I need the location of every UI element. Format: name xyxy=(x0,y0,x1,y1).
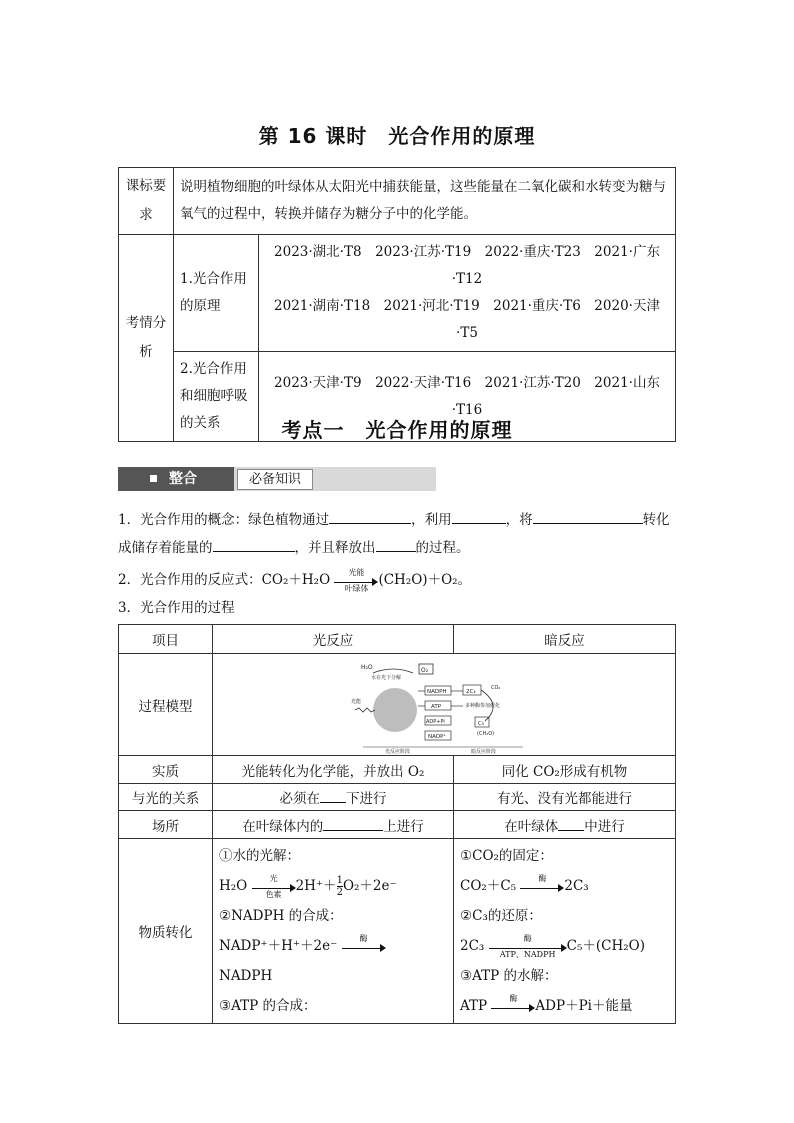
diagram-nadp: NADP⁺ xyxy=(428,733,447,740)
diagram-c3: 2C₃ xyxy=(466,688,476,695)
reaction-arrow: 酶 xyxy=(342,940,386,954)
diagram-dark-stage: 暗反应阶段 xyxy=(471,748,497,755)
fill-blank[interactable] xyxy=(533,509,643,524)
light-cell: 必须在 下进行 xyxy=(213,784,454,811)
diagram-o2: O₂ xyxy=(421,666,429,674)
row-label: 过程模型 xyxy=(119,654,213,756)
diagram-co2: CO₂ xyxy=(491,684,501,691)
dark-cell: 有光、没有光都能进行 xyxy=(454,784,676,811)
band-label-dark: 整合 xyxy=(118,467,234,491)
fill-blank[interactable] xyxy=(558,816,584,831)
fill-blank[interactable] xyxy=(329,509,411,524)
exam-ref-line: 2023·天津·T9 2022·天津·T16 2021·江苏·T20 2021·山东·T16 xyxy=(274,374,660,418)
row-label: 场所 xyxy=(119,811,213,839)
row-label: 与光的关系 xyxy=(119,784,213,811)
light-material: ①水的光解： H₂O 光 色素 2H⁺＋ $\frac{1}{2}$ O₂＋2e⁻ ②NADPH 的合成： NADP⁺＋H⁺＋2e⁻ 酶 NADPH ③ATP 的合成： xyxy=(213,839,454,1024)
diagram-adp: ADP+Pi xyxy=(426,718,445,725)
fill-blank[interactable] xyxy=(452,509,506,524)
reaction-arrow: 酶 ATP、NADPH xyxy=(489,940,567,954)
dark-material: ①CO₂的固定： CO₂＋C₅ 酶 2C₃ ②C₃的还原： 2C₃ 酶 ATP、NADPH C₅＋(CH₂O) ③ATP 的水解： ATP 酶 ADP＋Pi＋能量 xyxy=(454,839,676,1024)
section-title: 考点一 光合作用的原理 xyxy=(281,418,513,442)
row-label: 实质 xyxy=(119,756,213,784)
diagram-split: 水在光下分解 xyxy=(371,674,402,681)
row-label: 物质转化 xyxy=(119,839,213,1024)
diagram-enz: 多种酶参加催化 xyxy=(465,702,501,709)
diagram-light-stage: 光反应阶段 xyxy=(385,748,411,755)
lesson-title: 第 16 课时 光合作用的原理 xyxy=(258,124,536,148)
diagram-atp: ATP xyxy=(431,703,442,710)
col-header: 光反应 xyxy=(213,625,454,654)
dark-cell: 在叶绿体 中进行 xyxy=(454,811,676,839)
fraction: $\frac{1}{2}$ xyxy=(336,875,343,898)
item-2: 2．光合作用的反应式：CO₂＋H₂O 光能 叶绿体 (CH₂O)＋O₂。 xyxy=(118,567,472,593)
exam-topic: 1.光合作用的原理 xyxy=(174,235,259,352)
fill-blank[interactable] xyxy=(376,537,416,552)
curriculum-table xyxy=(118,167,676,442)
requirements-header: 课标要求 xyxy=(119,168,174,235)
exam-ref-line: 2021·湖南·T18 2021·河北·T19 2021·重庆·T6 2020·天津·T5 xyxy=(274,298,660,341)
item-1: 1．光合作用的概念：绿色植物通过 ，利用 ，将 转化 成储存着能量的 ，并且释放出 的过程。 xyxy=(118,506,678,562)
fill-blank[interactable] xyxy=(213,537,295,552)
exam-refs xyxy=(259,235,676,352)
diagram-c5: C₅ xyxy=(478,720,485,727)
process-table xyxy=(118,624,676,1024)
col-header: 暗反应 xyxy=(454,625,676,654)
reaction-arrow: 酶 xyxy=(520,880,564,894)
diagram-h2o: H₂O xyxy=(361,663,373,671)
diagram-light: 光能 xyxy=(351,698,362,705)
square-bullet-icon xyxy=(150,475,157,482)
reaction-arrow: 光能 叶绿体 xyxy=(334,574,378,588)
col-header: 项目 xyxy=(119,625,213,654)
light-cell: 在叶绿体内的 上进行 xyxy=(213,811,454,839)
reaction-arrow: 酶 xyxy=(491,1000,535,1014)
process-model-diagram xyxy=(213,654,676,756)
exam-topic: 2.光合作用和细胞呼吸的关系 xyxy=(174,352,259,442)
exam-analysis-header: 考情分析 xyxy=(119,235,174,442)
fill-blank[interactable] xyxy=(320,788,346,803)
dark-cell: 同化 CO₂形成有机物 xyxy=(454,756,676,784)
reaction-arrow: 光 色素 xyxy=(252,880,296,894)
light-cell: 光能转化为化学能，并放出 O₂ xyxy=(213,756,454,784)
requirements-text: 说明植物细胞的叶绿体从太阳光中捕获能量，这些能量在二氧化碳和水转变为糖与氧气的过程中，转换并储存为糖分子中的化学能。 xyxy=(174,168,676,235)
fill-blank[interactable] xyxy=(323,816,383,831)
item-3: 3．光合作用的过程 xyxy=(118,600,235,616)
exam-ref-line: 2023·湖北·T8 2023·江苏·T19 2022·重庆·T23 2021·广东·T12 xyxy=(274,244,660,287)
diagram-nadph: NADPH xyxy=(427,688,447,695)
band-label-light: 必备知识 xyxy=(237,469,313,490)
photosynthesis-diagram xyxy=(213,655,675,755)
diagram-ch2o: (CH₂O) xyxy=(477,730,495,737)
